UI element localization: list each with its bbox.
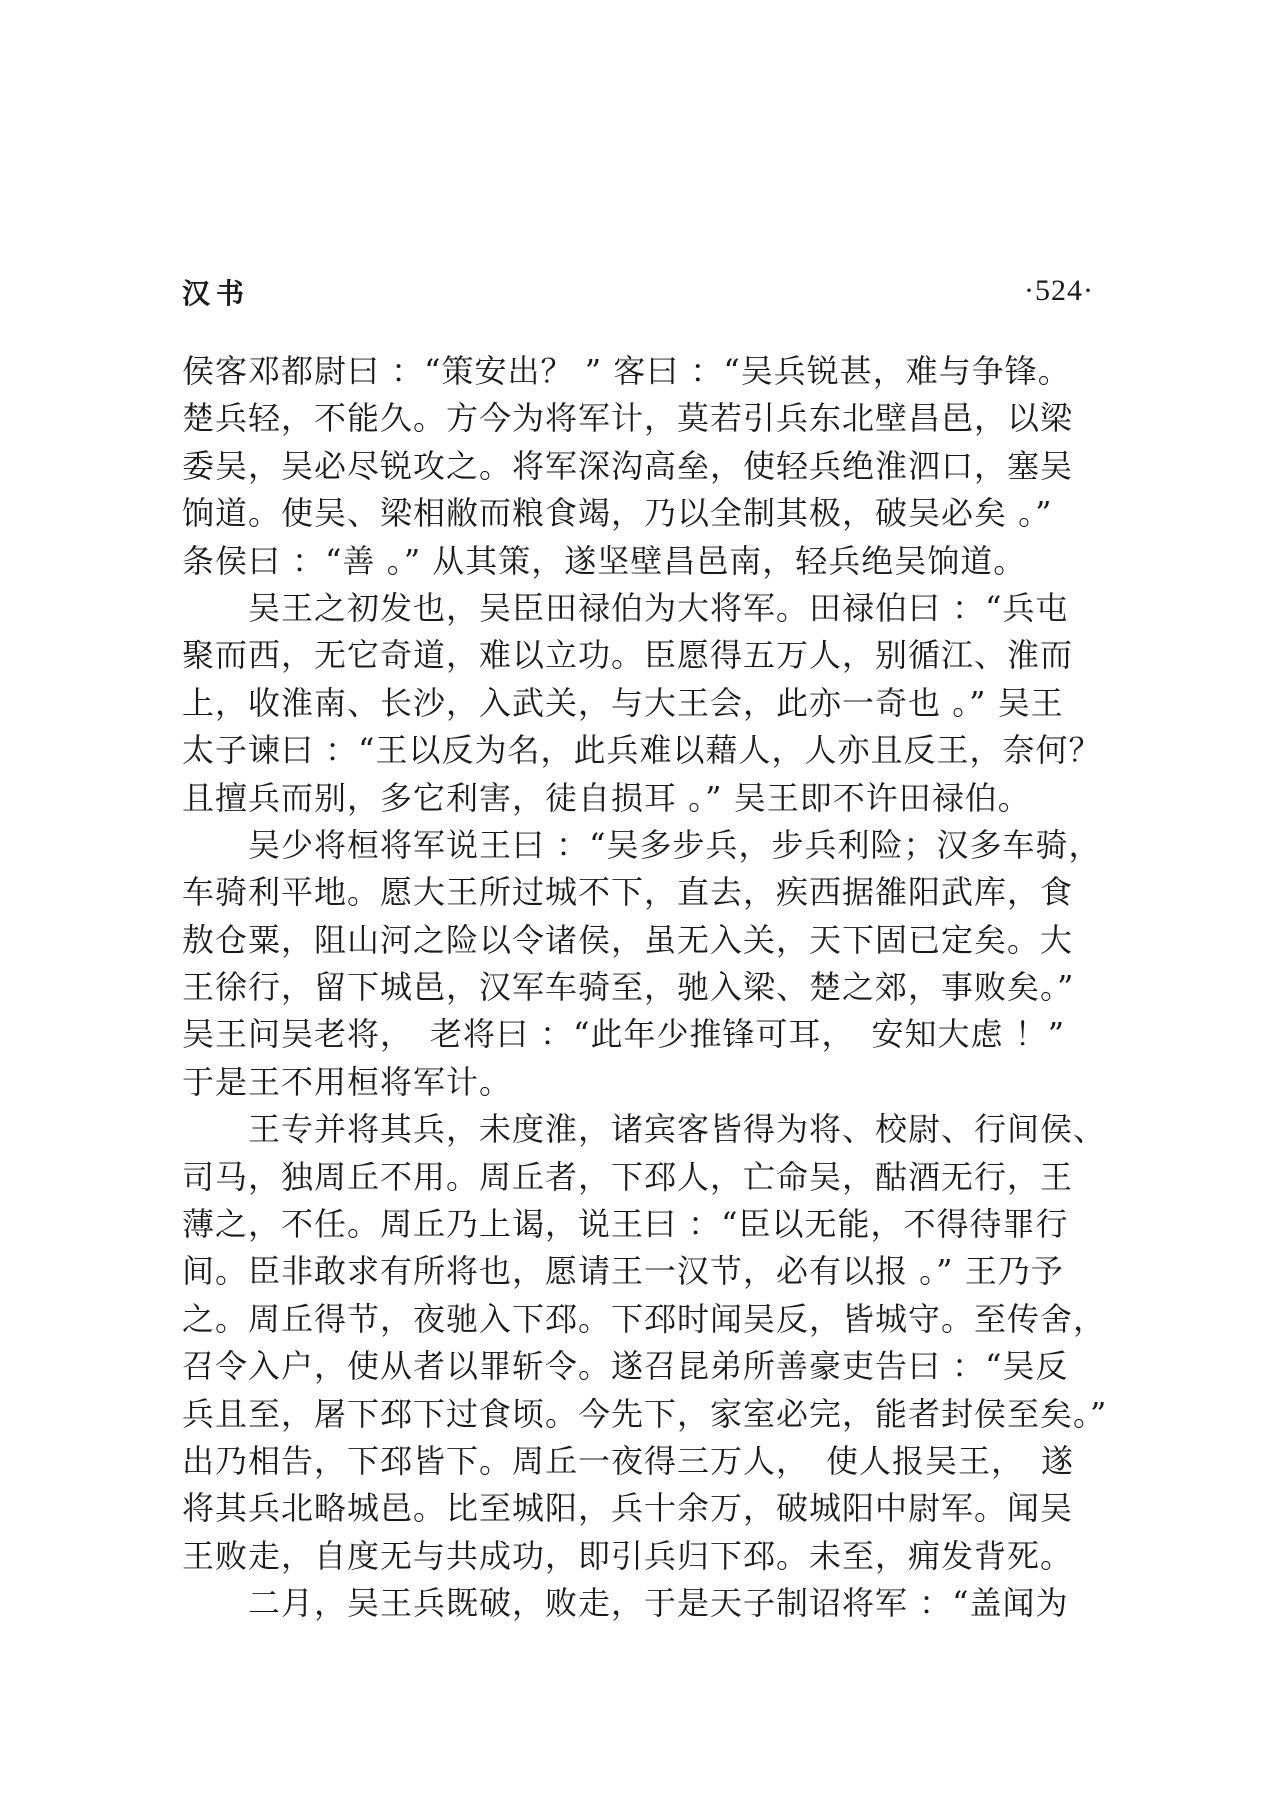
text-line: 条侯曰 ：“善 。” 从其策，遂坚壁昌邑南，轻兵绝吴饷道。	[182, 541, 1027, 580]
book-title: 汉书	[182, 277, 251, 310]
text-line: 聚而西，无它奇道，难以立功。臣愿得五万人，别循江、淮而	[182, 636, 1074, 675]
running-head	[182, 272, 1094, 312]
text-line: 二月，吴王兵既破，败走，于是天子制诏将军 ：“盖闻为	[182, 1584, 1069, 1623]
text-line: 于是王不用桓将军计。	[182, 1062, 513, 1101]
text-line: 召令入户，使从者以罪斩令。遂召昆弟所善豪吏告曰 ：“吴反	[182, 1347, 1069, 1386]
text-line: 王专并将其兵，未度淮，诸宾客皆得为将、校尉、行间侯、	[182, 1110, 1107, 1149]
text-line: 饷道。使吴、梁相敝而粮食竭，乃以全制其极，破吴必矣 。”	[182, 494, 1053, 533]
text-line: 出乃相告，下邳皆下。周丘一夜得三万人， 使人报吴王， 遂	[182, 1441, 1075, 1480]
text-line: 委吴，吴必尽锐攻之。将军深沟高垒，使轻兵绝淮泗口，塞吴	[182, 446, 1074, 485]
text-line: 王败走，自度无与共成功，即引兵归下邳。未至，痈发背死。	[182, 1536, 1074, 1575]
text-line: 将其兵北略城邑。比至城阳，兵十余万，破城阳中尉军。闻吴	[182, 1489, 1074, 1528]
text-line: 薄之，不任。周丘乃上谒，说王曰 ：“臣以无能，不得待罪行	[182, 1205, 1069, 1244]
text-line: 王徐行，留下城邑，汉军车骑至，驰入梁、楚之郊，事败矣。”	[182, 968, 1075, 1007]
page-number: ·524·	[1024, 274, 1094, 307]
text-line: 兵且至，屠下邳下过食顷。今先下，家室必完，能者封侯至矣。”	[182, 1394, 1108, 1433]
text-line: 吴少将桓将军说王曰 ：“吴多步兵，步兵利险；汉多车骑，	[182, 825, 1102, 864]
body-text	[182, 348, 1108, 1628]
text-line: 之。周丘得节，夜驰入下邳。下邳时闻吴反，皆城守。至传舍，	[182, 1299, 1107, 1338]
text-line: 楚兵轻，不能久。方今为将军计，莫若引兵东北壁昌邑，以梁	[182, 399, 1074, 438]
text-line: 间。臣非敢求有所将也，愿请王一汉节，必有以报 。” 王乃予	[182, 1252, 1064, 1291]
text-line: 车骑利平地。愿大王所过城不下，直去，疾西据雒阳武库，食	[182, 873, 1074, 912]
text-line: 侯客邓都尉曰 ：“策安出？ ” 客曰 ：“吴兵锐甚，难与争锋。	[182, 352, 1071, 390]
text-line: 太子谏曰 ：“王以反为名，此兵难以藉人，人亦且反王，奈何？	[182, 731, 1102, 770]
text-line: 吴王问吴老将， 老将曰 ：“此年少推锋可耳， 安知大虑 ！”	[182, 1015, 1066, 1054]
text-line: 司马，独周丘不用。周丘者，下邳人，亡命吴，酤酒无行，王	[182, 1157, 1074, 1196]
text-line: 敖仓粟，阻山河之险以令诸侯，虽无入关，天下固已定矣。大	[182, 920, 1074, 959]
text-line: 吴王之初发也，吴臣田禄伯为大将军。田禄伯曰 ：“兵屯	[182, 588, 1069, 627]
text-line: 上，收淮南、长沙，入武关，与大王会，此亦一奇也 。” 吴王	[182, 683, 1064, 722]
text-line: 且擅兵而别，多它利害，徒自损耳 。” 吴王即不许田禄伯。	[182, 778, 1031, 817]
